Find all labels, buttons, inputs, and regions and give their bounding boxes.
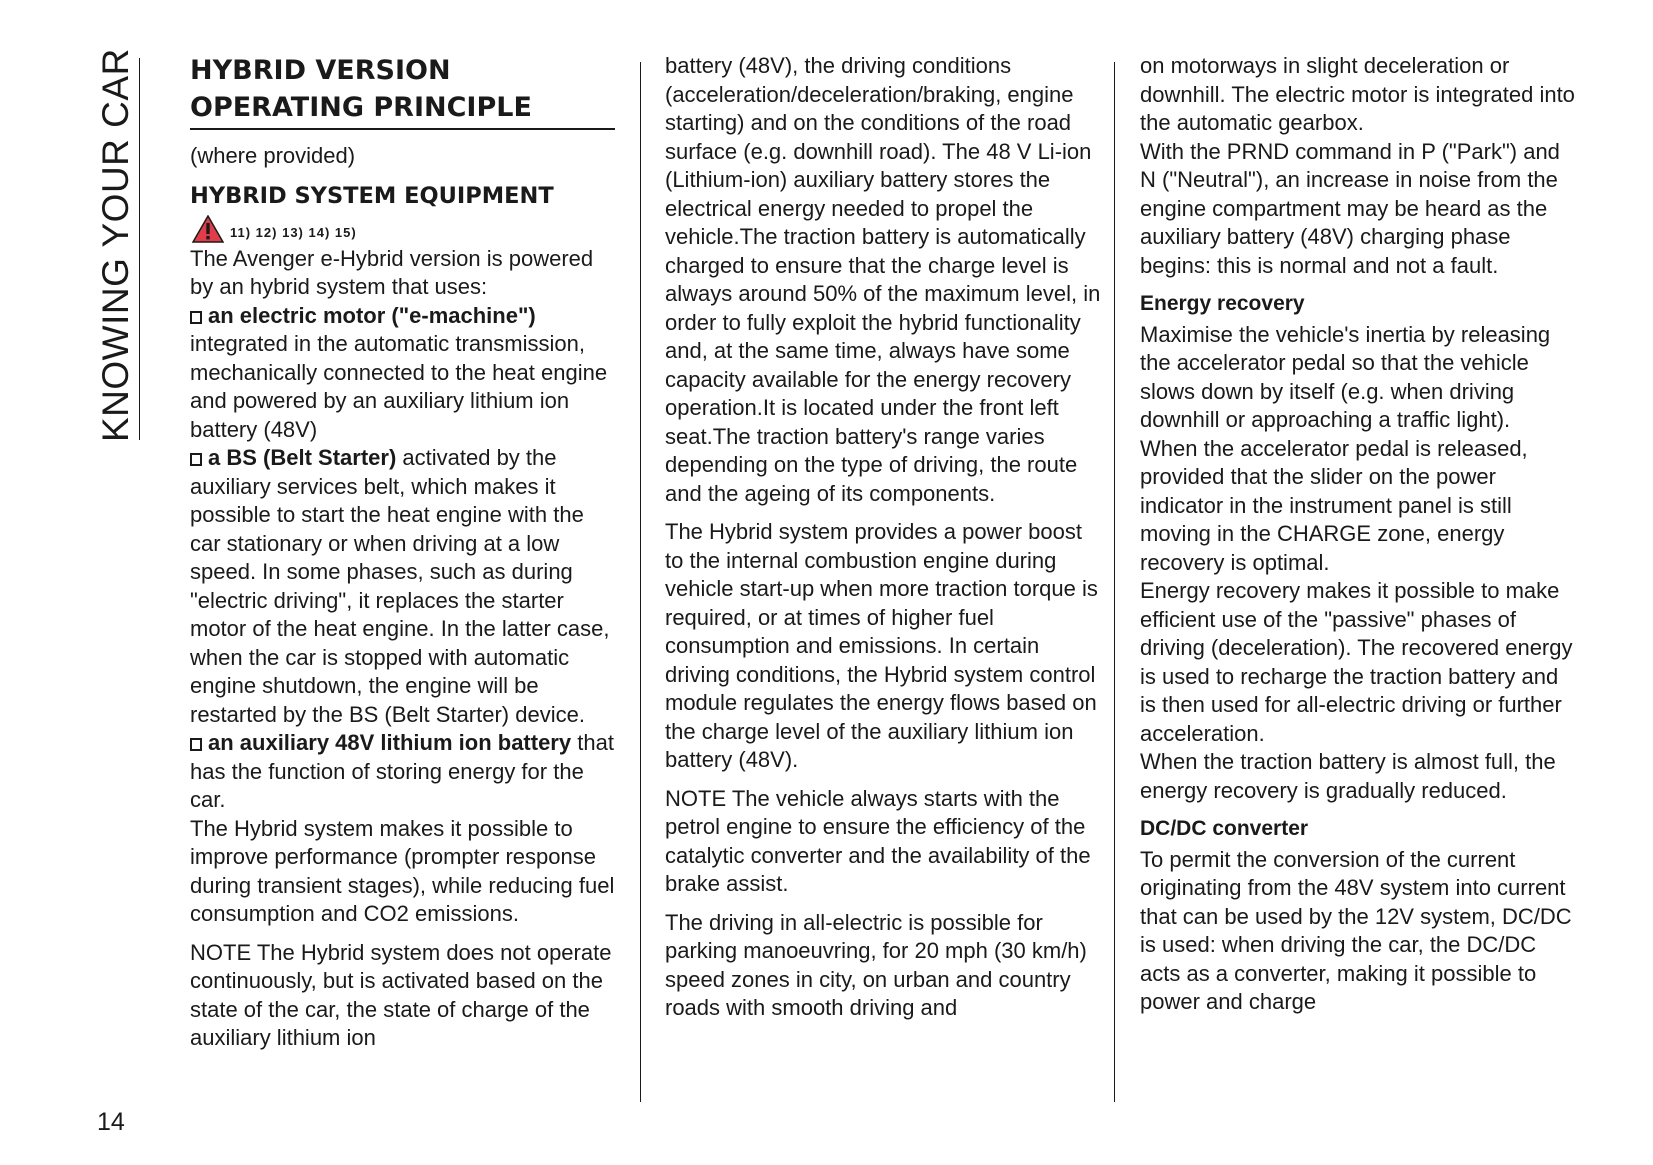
paragraph: The driving in all-electric is possible for parking manoeuvring, for 20 mph (30 km/h) speed zones in city, on urban and country roads with smooth driving and [665,909,1087,1020]
warning-triangle-icon [192,215,224,243]
warning-references: 11) 12) 13) 14) 15) [230,224,357,240]
column-divider [640,62,641,1102]
column-1 [190,52,620,1053]
paragraph: With the PRND command in P ("Park") and N ("Neutral"), an increase in noise from the engine compartment may be heard as the auxiliary battery (48V) charging phase begins: this is normal and not a fault. [1140,138,1560,278]
column-2 [665,52,1105,1023]
note-paragraph: NOTE The Hybrid system does not operate continuously, but is activated based on the state of the car, the state of charge of the auxiliary lithium ion [190,939,612,1050]
bullet-1-text: integrated in the automatic transmission, mechanically connected to the heat engine and powered by an auxiliary lithium ion battery (48V) [190,331,608,442]
heading-line-1: HYBRID VERSION [190,55,451,86]
bullet-belt-starter [190,444,620,729]
paragraph: on motorways in slight deceleration or downhill. The electric motor is integrated into the automatic gearbox. [1140,53,1575,135]
dcdc-converter-heading: DC/DC converter [1140,817,1309,840]
column-3 [1140,52,1580,1017]
paragraph: Maximise the vehicle's inertia by releasing the accelerator pedal so that the vehicle slows down by itself (e.g. when driving downhill or approaching a traffic light). [1140,321,1551,432]
page-number: 14 [97,1108,125,1136]
where-provided-note: (where provided) [190,143,356,168]
bullet-electric-motor [190,302,620,445]
note-paragraph: NOTE The vehicle always starts with the petrol engine to ensure the efficiency of the catalytic converter and the availability of the brake assist. [665,785,1091,896]
heading-line-2: OPERATING PRINCIPLE [190,92,532,123]
paragraph: To permit the conversion of the current originating from the 48V system into current that can be used by the 12V system, DC/DC is used: when driving the car, the DC/DC acts as a converter, making it possible to power and charge [1140,846,1572,1014]
bullet-1-bold: an electric motor ("e-machine") [208,302,536,328]
warning-row [190,213,620,245]
intro-text: The Avenger e-Hybrid version is powered by an hybrid system that uses: [190,245,594,299]
paragraph: The Hybrid system provides a power boost to the internal combustion engine during vehicle start-up when more traction torque is required, or at times of higher fuel consumption and emissions. In certain driving conditions, the Hybrid system control module regulates the energy flows based on the charge level of the auxiliary lithium ion battery (48V). [665,519,1098,772]
paragraph: The Hybrid system makes it possible to improve performance (prompter response during transient stages), while reducing fuel consumption and CO2 emissions. [190,815,615,926]
checkbox-bullet-icon [190,311,202,324]
paragraph: When the accelerator pedal is released, provided that the slider on the power indicator in the instrument panel is still moving in the CHARGE zone, energy recovery is optimal. [1140,435,1528,575]
bullet-2-bold: a BS (Belt Starter) [208,445,397,470]
paragraph: battery (48V), the driving conditions (acceleration/deceleration/braking, engine starting) and on the conditions of the road surface (e.g. downhill road). The 48 V Li-ion (Lithium-ion) auxiliary battery stores the electrical energy needed to propel the vehicle.The traction battery is automatically charged to ensure that the charge level is always around 50% of the maximum level, in order to fully exploit the hybrid functionality and, at the same time, always have some capacity available for the energy recovery operation.It is located under the front left seat.The traction battery's range varies depending on the type of driving, the route and the ageing of its components. [665,53,1101,506]
checkbox-bullet-icon [190,453,202,466]
bullet-battery [190,729,620,815]
side-section-title: KNOWING YOUR CAR [92,58,140,440]
paragraph: Energy recovery makes it possible to make efficient use of the "passive" phases of driving (deceleration). The recovered energy is used to recharge the traction battery and is then used for all-electric driving or further acceleration. [1140,578,1573,746]
column-divider [1114,62,1115,1102]
subheading-equipment: HYBRID SYSTEM EQUIPMENT [190,182,554,209]
bullet-3-bold: an auxiliary 48V lithium ion battery [208,730,572,755]
bullet-3-text: that has the function of storing energy for the car. [190,730,614,812]
bullet-2-text: activated by the auxiliary services belt, which makes it possible to start the heat engine with the car stationary or when driving at a low speed. In some phases, such as during "electric driving", it replaces the starter motor of the heat engine. In the latter case, when the car is stopped with automatic engine shutdown, the engine will be restarted by the BS (Belt Starter) device. [190,445,610,727]
energy-recovery-heading: Energy recovery [1140,292,1305,315]
paragraph: When the traction battery is almost full, the energy recovery is gradually reduced. [1140,749,1556,803]
checkbox-bullet-icon [190,738,202,751]
page-heading [190,52,615,130]
